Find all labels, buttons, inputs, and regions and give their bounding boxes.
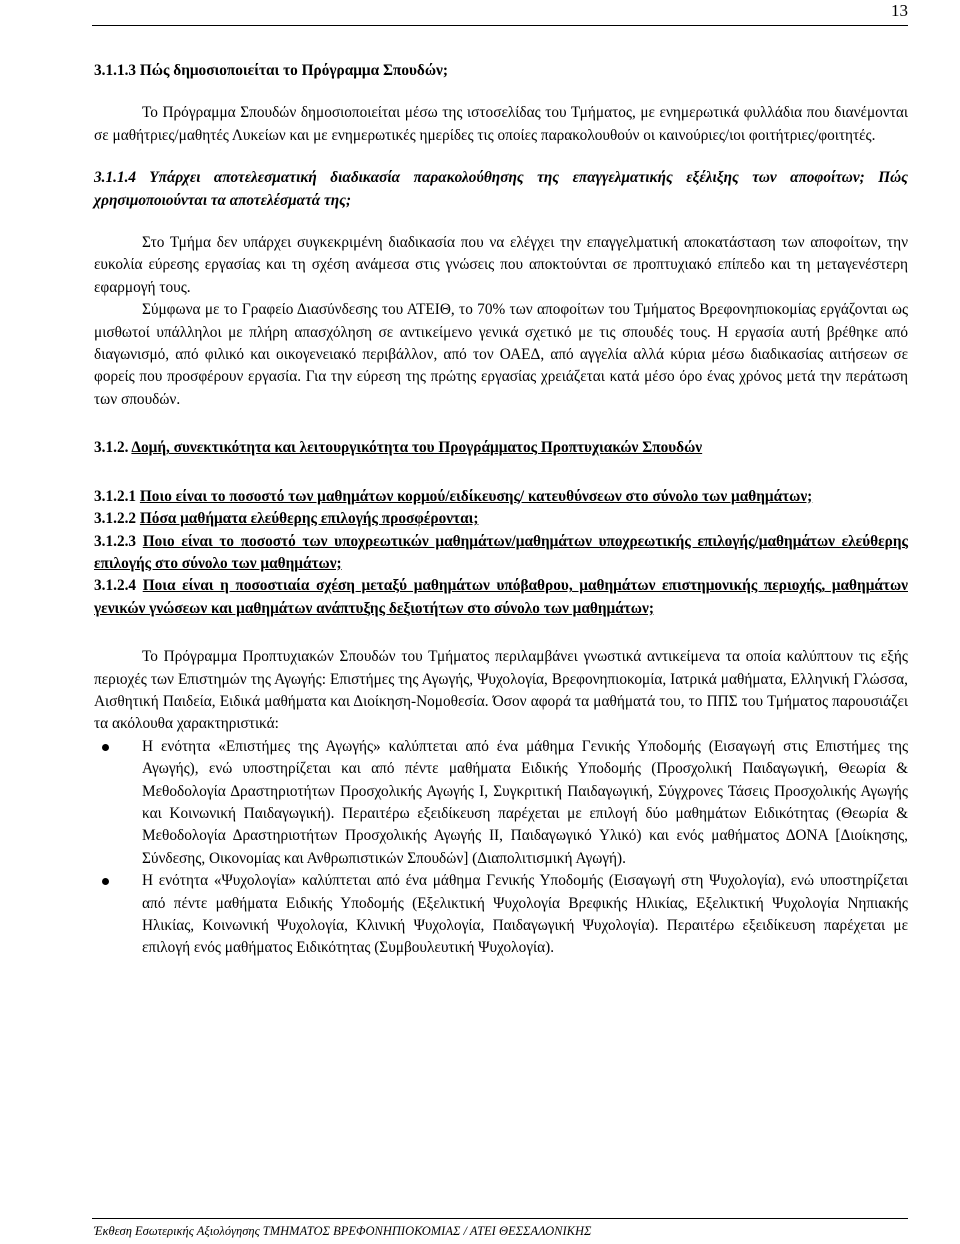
heading-3-1-2-2-number: 3.1.2.2 bbox=[94, 510, 137, 528]
page-number: 13 bbox=[891, 1, 908, 20]
heading-3-1-2-number: 3.1.2. bbox=[94, 439, 129, 457]
heading-3-1-1-4: 3.1.1.4 Υπάρχει αποτελεσματική διαδικασία παρακολούθησης της επαγγελματικής εξέλιξης των αποφοίτων; Πώς χρησιμοποιούνται τα αποτελέσματά της; bbox=[94, 169, 908, 209]
heading-3-1-2-1 bbox=[94, 486, 908, 508]
paragraph-liaison-office: Σύμφωνα με το Γραφείο Διασύνδεσης του ΑΤΕΙΘ, το 70% των αποφοίτων του Τμήματος Βρεφονηπιοκομίας εργάζονται ως μισθωτοί υπάλληλοι με πλήρη απασχόληση σε αντικείμενο γενικά σχετικό με τις σπουδές τους. Η εργασία αυτή βρέθηκε από διαγωνισμό, από φιλικό και οικογενειακό περιβάλλον, από τον ΟΑΕΔ, από αγγελία αλλά κύρια μέσω διαδικασίας αιτήσεων σε φορείς που προσφέρουν εργασία. Για την εύρεση της πρώτης εργασίας χρειάζεται κατά μέσο όρο ένας χρόνος μετά την περάτωση των σπουδών. bbox=[94, 301, 908, 408]
heading-3-1-2-1-number: 3.1.2.1 bbox=[94, 487, 137, 505]
heading-3-1-1-3: 3.1.1.3 Πώς δημοσιοποιείται το Πρόγραμμα Σπουδών; bbox=[94, 62, 448, 79]
document-body bbox=[94, 60, 908, 960]
bullet-icon bbox=[94, 870, 142, 892]
heading-3-1-2-3 bbox=[94, 531, 908, 576]
list-item bbox=[94, 736, 908, 870]
heading-3-1-2-title: Δομή, συνεκτικότητα και λειτουργικότητα του Προγράμματος Προπτυχιακών Σπουδών bbox=[131, 439, 703, 457]
paragraph-graduate-tracking: Στο Τμήμα δεν υπάρχει συγκεκριμένη διαδικασία που να ελέγχει την επαγγελματική αποκατάσταση των αποφοίτων, την ευκολία εύρεσης εργασίας και τη σχέση ανάμεσα στις γνώσεις που αποκτούνται σε προπτυχιακό επίπεδο και τη μεταγενέστερη εφαρμογή τους. bbox=[94, 234, 908, 296]
heading-3-1-2-2-title: Πόσα μαθήματα ελεύθερης επιλογής προσφέρονται; bbox=[139, 510, 479, 528]
heading-3-1-2-1-title: Ποιο είναι το ποσοστό των μαθημάτων κορμού/ειδίκευσης/ κατευθύνσεων στο σύνολο των μαθημάτων; bbox=[139, 487, 813, 505]
heading-3-1-2 bbox=[94, 437, 908, 459]
page-footer: Έκθεση Εσωτερικής Αξιολόγησης ΤΜΗΜΑΤΟΣ ΒΡΕΦΟΝΗΠΙΟΚΟΜΙΑΣ / ΑΤΕΙ ΘΕΣΣΑΛΟΝΙΚΗΣ bbox=[94, 1224, 592, 1238]
header-rule bbox=[92, 25, 908, 26]
bullet-text-psychology: Η ενότητα «Ψυχολογία» καλύπτεται από ένα μάθημα Γενικής Υποδομής (Εισαγωγή στη Ψυχολογία), ενώ υποστηρίζεται από πέντε μαθήματα Ειδικής Υποδομής (Εξελικτική Ψυχολογία Βρεφικής Ηλικίας, Εξελικτική Ψυχολογία Νηπιακής Ηλικίας, Κοινωνική Ψυχολογία, Κλινική Ψυχολογία, Παιδαγωγική Ψυχολογία). Περαιτέρω εξειδίκευση παρέχεται με επιλογή ενός μαθήματος Ειδικότητας (Συμβουλευτική Ψυχολογία). bbox=[142, 872, 908, 957]
heading-3-1-2-4-title: Ποια είναι η ποσοστιαία σχέση μεταξύ μαθημάτων υπόβαθρου, μαθημάτων επιστημονικής περιοχής, μαθημάτων γενικών γνώσεων και μαθημάτων ανάπτυξης δεξιοτήτων στο σύνολο των μαθημάτων; bbox=[94, 577, 908, 617]
bullet-icon bbox=[94, 736, 142, 758]
heading-3-1-2-4-number: 3.1.2.4 bbox=[94, 577, 137, 595]
paragraph-program-overview: Το Πρόγραμμα Προπτυχιακών Σπουδών του Τμήματος περιλαμβάνει γνωστικά αντικείμενα τα οποία καλύπτουν τις εξής περιοχές των Επιστημών της Αγωγής: Επιστήμες της Αγωγής, Ψυχολογία, Βρεφονηπιοκομία, Ιατρικά μαθήματα, Ελληνική Γλώσσα, Αισθητική Παιδεία, Ειδικά μαθήματα και Διοίκηση-Νομοθεσία. Όσον αφορά τα μαθήματά του, το ΠΠΣ του Τμήματος παρουσιάζει τα ακόλουθα χαρακτηριστικά: bbox=[94, 648, 908, 733]
heading-3-1-2-3-title: Ποιο είναι το ποσοστό των υποχρεωτικών μαθημάτων/μαθημάτων υποχρεωτικής επιλογής/μαθημάτων ελεύθερης επιλογής στο σύνολο των μαθημάτων; bbox=[94, 532, 908, 572]
heading-3-1-2-3-number: 3.1.2.3 bbox=[94, 532, 137, 550]
list-item bbox=[94, 870, 908, 960]
paragraph-publication: Το Πρόγραμμα Σπουδών δημοσιοποιείται μέσω της ιστοσελίδας του Τμήματος, με ενημερωτικά φυλλάδια που διανέμονται σε μαθήτριες/μαθητές Λυκείων και με ενημερωτικές ημερίδες τις οποίες παρακολουθούν οι καινούριες/ιοι φοιτήτριες/φοιτητές. bbox=[94, 104, 908, 144]
heading-3-1-2-2 bbox=[94, 508, 908, 530]
heading-3-1-2-4 bbox=[94, 575, 908, 620]
footer-rule bbox=[92, 1218, 908, 1219]
bullet-text-education: Η ενότητα «Επιστήμες της Αγωγής» καλύπτεται από ένα μάθημα Γενικής Υποδομής (Εισαγωγή στις Επιστήμες της Αγωγής), ενώ υποστηρίζεται και από πέντε μαθήματα Ειδικής Υποδομής (Προσχολική Παιδαγωγική, Θεωρία & Μεθοδολογία Δραστηριοτήτων Προσχολικής Αγωγής Ι, Συγκριτική Παιδαγωγική, Σύγχρονες Τάσεις Προσχολικής Αγωγής και Κοινωνική Παιδαγωγική). Περαιτέρω εξειδίκευση παρέχεται με επιλογή δύο μαθημάτων Ειδικότητας (Θεωρία & Μεθοδολογία Δραστηριοτήτων Προσχολικής Αγωγής ΙΙ, Παιδαγωγικό Υλικό) και ενός μαθήματος ΔΟΝΑ [Διοίκησης, Σύνδεσης, Οικονομίας και Ανθρωπιστικών Σπουδών] (Διαπολιτισμική Αγωγή). bbox=[142, 737, 908, 867]
